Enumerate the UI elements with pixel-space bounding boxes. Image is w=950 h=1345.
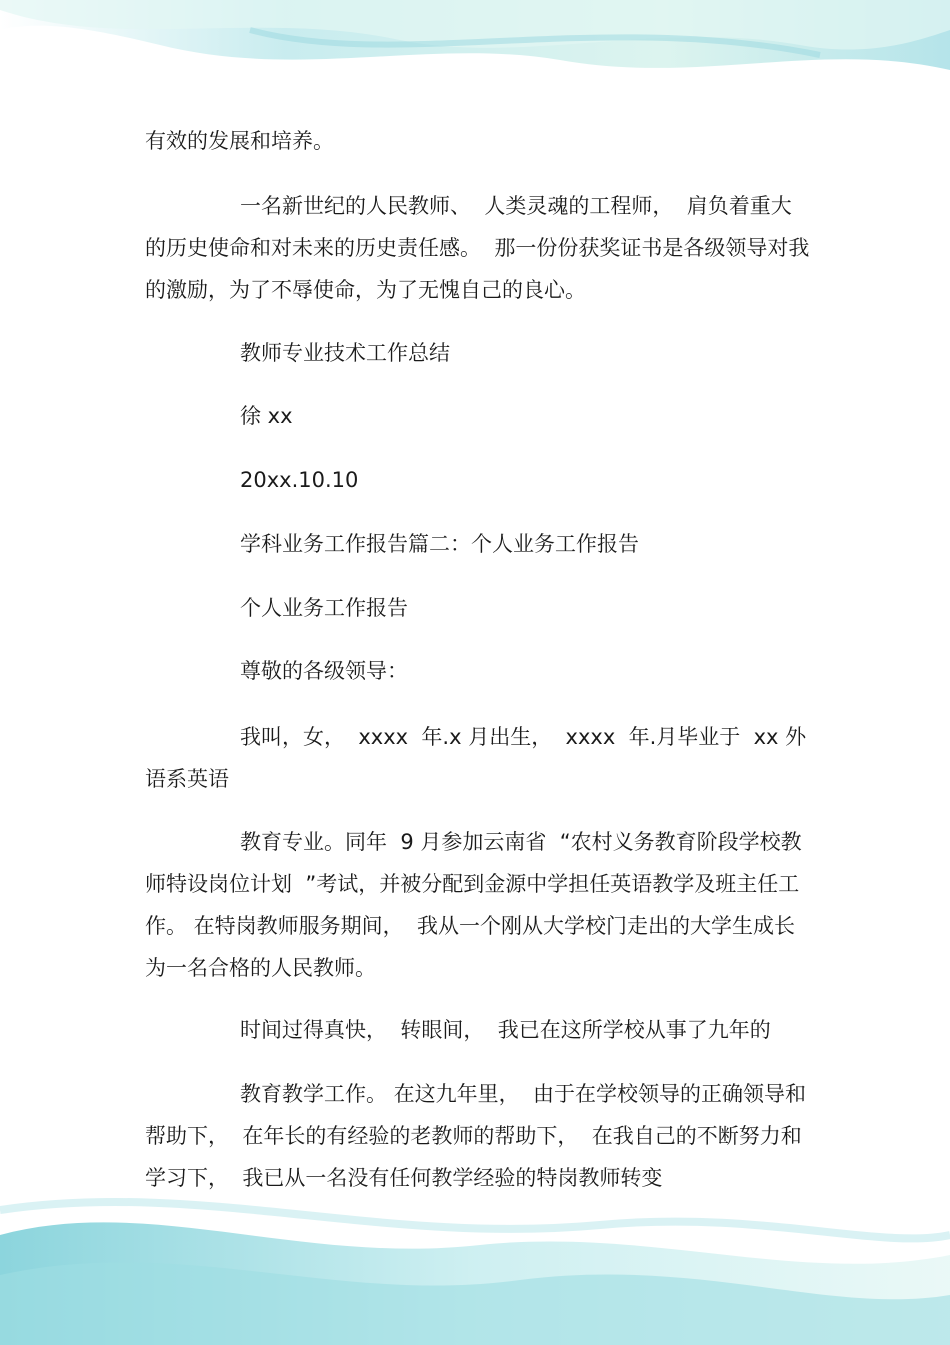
paragraph-1: 有效的发展和培养。 (145, 129, 334, 153)
paragraph-education: 教育专业。同年 9 月参加云南省 “农村义务教育阶段学校教师特设岗位计划 ”考试，并被分配到金源中学担任英语教学及班主任工作。 在特岗教师服务期间， 我从一个刚从大学校门走出的大学生成长为一名合格的人民教师。 (145, 830, 802, 980)
salutation: 尊敬的各级领导： (240, 659, 408, 683)
section-heading: 学科业务工作报告篇二：个人业务工作报告 (240, 532, 639, 556)
report-date: 20xx.10.10 (240, 468, 359, 492)
paragraph-intro: 我叫，女， xxxx 年.x 月出生， xxxx 年.月毕业于 xx 外语系英语 (145, 725, 807, 791)
author-name: 徐 xx (240, 404, 293, 428)
paragraph-teaching: 教育教学工作。 在这九年里， 由于在学校领导的正确领导和帮助下， 在年长的有经验的老教师的帮助下， 在我自己的不断努力和学习下， 我已从一名没有任何教学经验的特岗教师转变 (145, 1082, 807, 1190)
report-title: 教师专业技术工作总结 (240, 341, 450, 365)
sub-title: 个人业务工作报告 (240, 596, 408, 620)
paragraph-time: 时间过得真快， 转眼间， 我已在这所学校从事了九年的 (240, 1018, 771, 1042)
paragraph-2: 一名新世纪的人民教师、 人类灵魂的工程师， 肩负着重大的历史使命和对未来的历史责任感。 那一份份获奖证书是各级领导对我的激励，为了不辱使命，为了无愧自己的良心。 (145, 194, 810, 302)
